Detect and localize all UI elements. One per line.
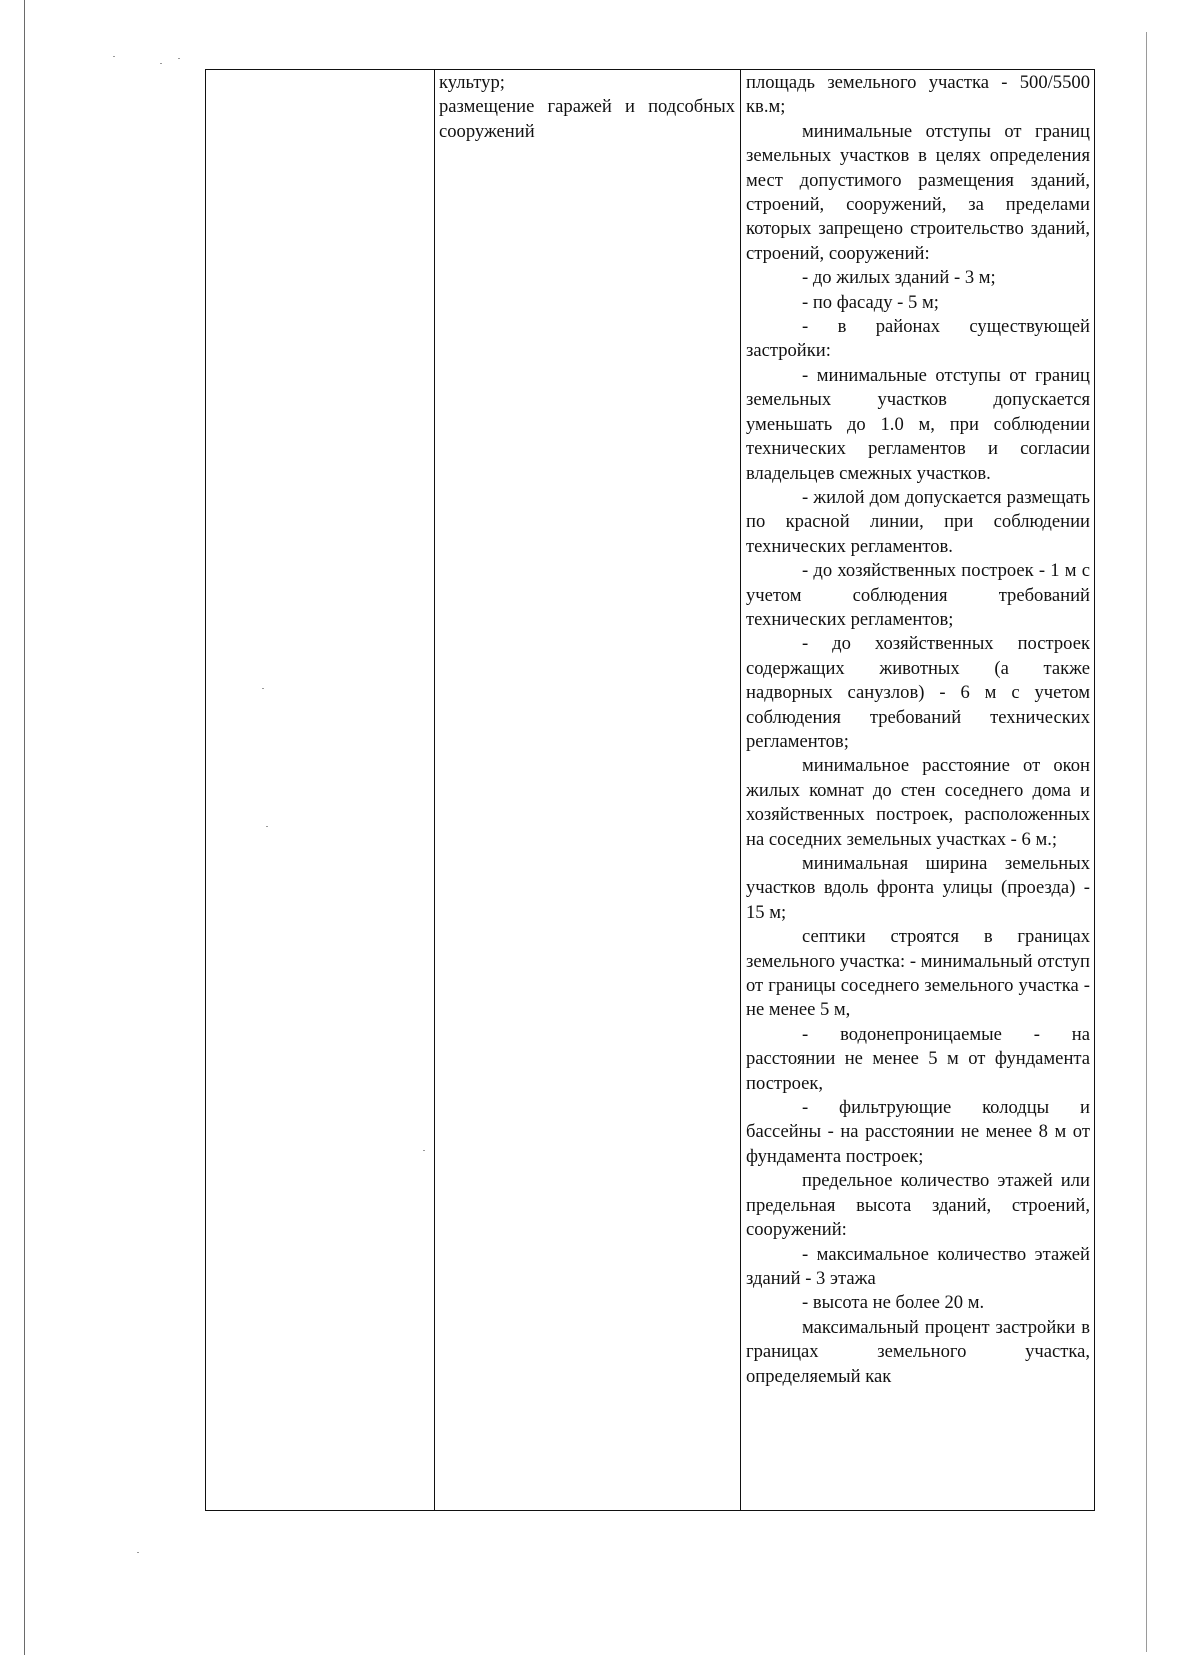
scan-edge-left <box>24 0 25 1655</box>
cell-paragraph: - высота не более 20 м. <box>802 1292 985 1314</box>
cell-paragraph: культур; <box>439 72 505 93</box>
cell-paragraph: - жилой дом допускается размещать по красной линии, при соблюдении технических регламентов. <box>746 486 1090 557</box>
cell-paragraph: - по фасаду - 5 м; <box>802 291 939 313</box>
scan-speck <box>137 1552 139 1553</box>
cell-paragraph: максимальный процент застройки в границах земельного участка, определяемый как <box>746 1316 1090 1387</box>
cell-paragraph: минимальная ширина земельных участков вдоль фронта улицы (проезда) - 15 м; <box>746 853 1090 923</box>
scan-speck <box>113 56 115 57</box>
cell-paragraph: предельное количество этажей или предельная высота зданий, строений, сооружений: <box>746 1170 1090 1241</box>
cell-paragraph: - до хозяйственных построек - 1 м с учетом соблюдения требований технических регламентов; <box>746 560 1090 630</box>
cell-paragraph: септики строятся в границах земельного участка: - минимальный отступ от границы соседнего земельного участка - не менее 5 м, <box>746 926 1090 1021</box>
column-divider <box>740 70 741 1510</box>
cell-paragraph: - в районах существующей застройки: <box>746 316 1090 362</box>
cell-paragraph: размещение гаражей и подсобных сооружений <box>439 96 735 142</box>
cell-paragraph: минимальное расстояние от окон жилых комнат до стен соседнего дома и хозяйственных построек, расположенных на соседних земельных участках - 6 м.; <box>746 755 1090 850</box>
cell-paragraph: - водонепроницаемые - на расстоянии не менее 5 м от фундамента построек, <box>746 1023 1090 1094</box>
table-cell-parameters <box>746 70 1090 1389</box>
cell-paragraph: площадь земельного участка - 500/5500 кв.м; <box>746 72 1090 118</box>
table-cell-permitted-uses <box>439 70 735 144</box>
cell-paragraph: - фильтрующие колодцы и бассейны - на расстоянии не менее 8 м от фундамента построек; <box>746 1097 1090 1167</box>
document-table <box>205 69 1095 1511</box>
cell-paragraph: - до жилых зданий - 3 м; <box>802 267 996 289</box>
cell-paragraph: - максимальное количество этажей зданий - 3 этажа <box>746 1243 1090 1289</box>
scan-speck <box>160 63 162 64</box>
cell-paragraph: - до хозяйственных построек содержащих животных (а также надворных санузлов) - 6 м с учетом соблюдения требований технических регламентов; <box>746 633 1090 752</box>
cell-paragraph: минимальные отступы от границ земельных участков в целях определения мест допустимого размещения зданий, строений, сооружений, за пределами которых запрещено строительство зданий, строений, сооружений: <box>746 120 1090 264</box>
scan-speck <box>178 58 180 59</box>
cell-paragraph: - минимальные отступы от границ земельных участков допускается уменьшать до 1.0 м, при соблюдении технических регламентов и согласии владельцев смежных участков. <box>746 364 1090 484</box>
column-divider <box>434 70 435 1510</box>
scan-edge-right <box>1146 32 1147 1652</box>
